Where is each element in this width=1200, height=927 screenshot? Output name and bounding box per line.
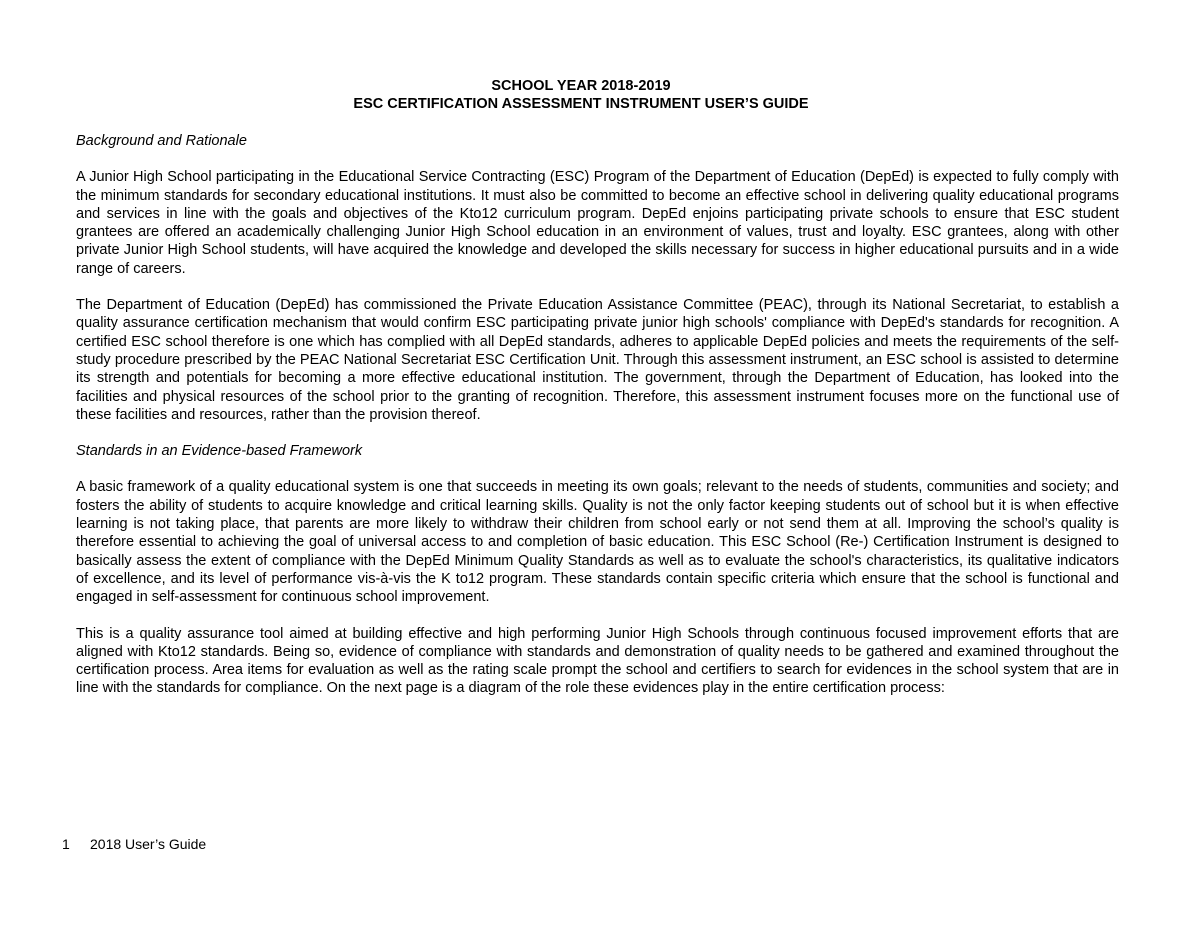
page-footer [62, 836, 206, 853]
paragraph-background-2: The Department of Education (DepEd) has commissioned the Private Education Assistance Committee (PEAC), through its National Secretariat, to establish a quality assurance certification mechanism that would confirm ESC participating private junior high schools' compliance with DepEd's standards for recognition. A certified ESC school therefore is one which has complied with all DepEd standards, adheres to applicable DepEd policies and meets the requirements of the self-study procedure prescribed by the PEAC National Secretariat ESC Certification Unit. Through this assessment instrument, an ESC school is assisted to determine its strength and potentials for becoming a more effective educational institution. The government, through the Department of Education, has looked into the facilities and physical resources of the school prior to the granting of recognition. Therefore, this assessment instrument focuses more on the functional use of these facilities and resources, rather than the provision thereof. [76, 297, 1119, 423]
section-heading-background: Background and Rationale [76, 133, 247, 149]
paragraph-standards-2: This is a quality assurance tool aimed at building effective and high performing Junior High Schools through continuous focused improvement efforts that are aligned with Kto12 standards. Being so, evidence of compliance with standards and demonstration of quality needs to be gathered and examined throughout the certification process. Area items for evaluation as well as the rating scale prompt the school and certifiers to search for evidences in the school system that are in line with the standards for compliance. On the next page is a diagram of the role these evidences play in the entire certification process: [76, 625, 1119, 697]
paragraph-standards-1: A basic framework of a quality educational system is one that succeeds in meeting its own goals; relevant to the needs of students, communities and society; and fosters the ability of students to acquire knowledge and critical learning skills. Quality is not the only factor keeping students out of school but it is when effective learning is not taking place, that parents are more likely to withdraw their children from school early or not send them at all. Improving the school’s quality is therefore essential to achieving the goal of universal access to and completion of basic education. This ESC School (Re-) Certification Instrument is designed to basically assess the extent of compliance with the DepEd Minimum Quality Standards as well as to evaluate the school's characteristics, its qualitative indicators of excellence, and its level of performance vis-à-vis the K to12 program. These standards contain specific criteria which ensure that the school is functional and engaged in self-assessment for continuous school improvement. [76, 479, 1119, 606]
document-title [0, 77, 1162, 113]
title-guide-name: ESC CERTIFICATION ASSESSMENT INSTRUMENT USER’S GUIDE [353, 96, 809, 112]
paragraph-background-1: A Junior High School participating in the Educational Service Contracting (ESC) Program of the Department of Education (DepEd) is expected to fully comply with the minimum standards for secondary educational institutions. It must also be committed to become an effective school in delivering quality educational programs and services in line with the goals and objectives of the Kto12 curriculum program. DepEd enjoins participating private schools to ensure that ESC student grantees are offered an academically challenging Junior High School education in an environment of values, trust and loyalty. ESC grantees, along with other private Junior High School students, will have acquired the knowledge and developed the skills necessary for success in higher educational pursuits and in a wide range of careers. [76, 169, 1119, 277]
footer-label: 2018 User’s Guide [90, 836, 207, 852]
document-body [76, 132, 1119, 716]
section-heading-standards: Standards in an Evidence-based Framework [76, 443, 363, 460]
page-number: 1 [62, 836, 70, 852]
title-school-year: SCHOOL YEAR 2018-2019 [491, 78, 671, 94]
